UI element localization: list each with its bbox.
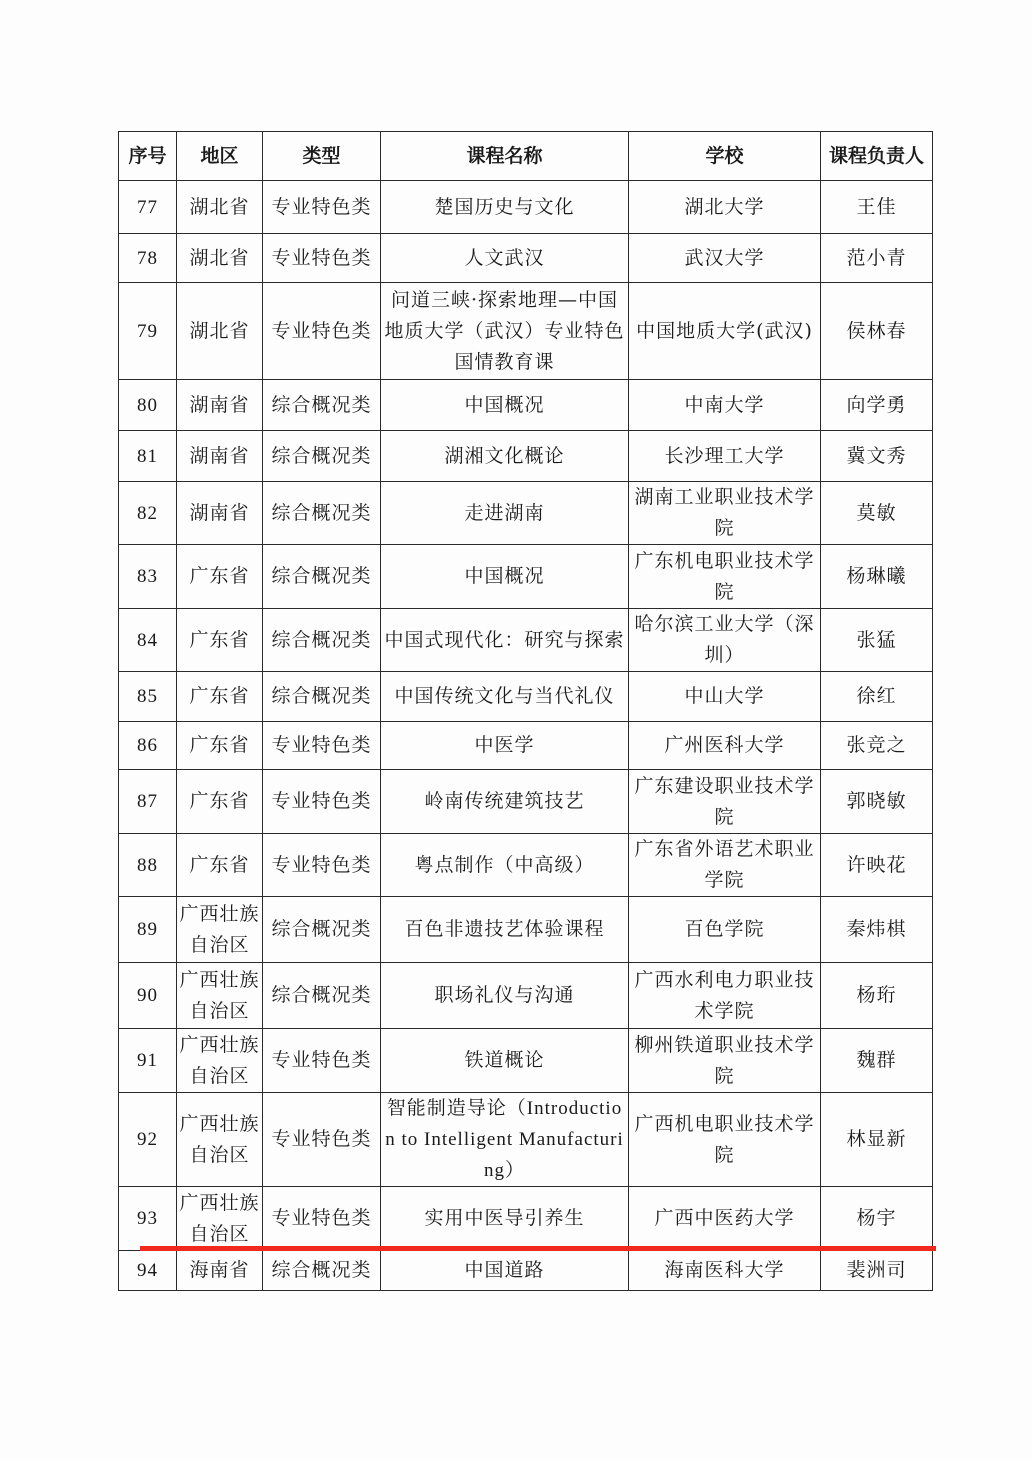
row-region: 湖南省 [177,380,263,431]
row-course-name: 智能制造导论（Introduction to Intelligent Manufacturing） [381,1093,629,1187]
row-school: 广西中医药大学 [629,1187,821,1251]
header-school: 学校 [629,132,821,181]
row-type: 专业特色类 [263,234,381,283]
row-course-lead: 杨琳曦 [821,545,933,609]
table-row [119,1251,933,1291]
course-list-table [118,131,933,1291]
table-header-row [119,132,933,181]
row-course-name: 铁道概论 [381,1029,629,1093]
row-course-lead: 裴洲司 [821,1251,933,1291]
row-index: 80 [119,380,177,431]
row-index: 83 [119,545,177,609]
table-row [119,722,933,770]
row-course-name: 实用中医导引养生 [381,1187,629,1251]
table-row [119,897,933,963]
row-type: 综合概况类 [263,431,381,482]
row-region: 湖北省 [177,181,263,234]
header-type: 类型 [263,132,381,181]
row-type: 综合概况类 [263,963,381,1029]
row-region: 广西壮族自治区 [177,897,263,963]
row-school: 中山大学 [629,672,821,722]
row-school: 湖南工业职业技术学院 [629,482,821,545]
row-type: 专业特色类 [263,1029,381,1093]
row-school: 广东省外语艺术职业学院 [629,834,821,897]
table-row [119,283,933,380]
row-course-name: 粤点制作（中高级） [381,834,629,897]
row-school: 柳州铁道职业技术学院 [629,1029,821,1093]
row-type: 专业特色类 [263,181,381,234]
row-index: 82 [119,482,177,545]
table-row [119,380,933,431]
row-region: 湖南省 [177,431,263,482]
row-region: 湖南省 [177,482,263,545]
row-index: 84 [119,609,177,672]
row-type: 综合概况类 [263,380,381,431]
row-course-name: 问道三峡·探索地理—中国地质大学（武汉）专业特色国情教育课 [381,283,629,380]
row-course-lead: 侯林春 [821,283,933,380]
header-region: 地区 [177,132,263,181]
row-school: 中国地质大学(武汉) [629,283,821,380]
row-course-name: 中医学 [381,722,629,770]
row-type: 专业特色类 [263,722,381,770]
row-course-lead: 王佳 [821,181,933,234]
row-school: 哈尔滨工业大学（深圳） [629,609,821,672]
row-index: 78 [119,234,177,283]
row-school: 武汉大学 [629,234,821,283]
row-course-name: 中国传统文化与当代礼仪 [381,672,629,722]
row-school: 广西机电职业技术学院 [629,1093,821,1187]
row-course-lead: 冀文秀 [821,431,933,482]
table-row [119,1029,933,1093]
row-course-name: 中国道路 [381,1251,629,1291]
row-course-name: 走进湖南 [381,482,629,545]
row-course-lead: 秦炜棋 [821,897,933,963]
row-course-name: 岭南传统建筑技艺 [381,770,629,834]
row-course-lead: 向学勇 [821,380,933,431]
row-region: 广东省 [177,770,263,834]
row-school: 广州医科大学 [629,722,821,770]
row-type: 专业特色类 [263,834,381,897]
table-row [119,963,933,1029]
row-course-lead: 魏群 [821,1029,933,1093]
row-course-lead: 杨宇 [821,1187,933,1251]
row-school: 长沙理工大学 [629,431,821,482]
row-type: 专业特色类 [263,770,381,834]
row-region: 广西壮族自治区 [177,1187,263,1251]
row-index: 94 [119,1251,177,1291]
row-course-lead: 张猛 [821,609,933,672]
row-type: 综合概况类 [263,482,381,545]
row-type: 专业特色类 [263,1093,381,1187]
table-row [119,482,933,545]
row-course-name: 职场礼仪与沟通 [381,963,629,1029]
row-course-name: 楚国历史与文化 [381,181,629,234]
row-type: 综合概况类 [263,1251,381,1291]
table-row [119,181,933,234]
table-row [119,609,933,672]
row-type: 综合概况类 [263,897,381,963]
row-index: 90 [119,963,177,1029]
table-row [119,431,933,482]
row-type: 综合概况类 [263,545,381,609]
red-underline-annotation [140,1246,936,1251]
row-school: 湖北大学 [629,181,821,234]
row-index: 77 [119,181,177,234]
row-course-lead: 徐红 [821,672,933,722]
row-school: 广西水利电力职业技术学院 [629,963,821,1029]
row-course-name: 百色非遗技艺体验课程 [381,897,629,963]
row-index: 88 [119,834,177,897]
row-region: 广东省 [177,672,263,722]
row-type: 专业特色类 [263,1187,381,1251]
row-type: 综合概况类 [263,609,381,672]
row-course-lead: 杨珩 [821,963,933,1029]
row-region: 广东省 [177,609,263,672]
row-region: 广西壮族自治区 [177,963,263,1029]
table-row [119,1093,933,1187]
row-course-name: 人文武汉 [381,234,629,283]
row-region: 广东省 [177,834,263,897]
row-course-lead: 范小青 [821,234,933,283]
row-index: 79 [119,283,177,380]
table-row [119,234,933,283]
header-course-name: 课程名称 [381,132,629,181]
table-row [119,545,933,609]
row-course-name: 中国式现代化：研究与探索 [381,609,629,672]
row-course-lead: 张竞之 [821,722,933,770]
header-index: 序号 [119,132,177,181]
row-course-lead: 林显新 [821,1093,933,1187]
row-course-name: 湖湘文化概论 [381,431,629,482]
row-school: 广东建设职业技术学院 [629,770,821,834]
row-region: 湖北省 [177,283,263,380]
row-type: 综合概况类 [263,672,381,722]
table-row [119,770,933,834]
row-index: 87 [119,770,177,834]
row-school: 百色学院 [629,897,821,963]
row-index: 93 [119,1187,177,1251]
row-school: 海南医科大学 [629,1251,821,1291]
row-school: 中南大学 [629,380,821,431]
row-region: 广西壮族自治区 [177,1093,263,1187]
row-region: 广东省 [177,545,263,609]
row-course-lead: 郭晓敏 [821,770,933,834]
row-index: 86 [119,722,177,770]
row-course-name: 中国概况 [381,545,629,609]
row-region: 湖北省 [177,234,263,283]
row-course-lead: 莫敏 [821,482,933,545]
table-row [119,1187,933,1251]
table-row [119,672,933,722]
table-row [119,834,933,897]
row-course-lead: 许映花 [821,834,933,897]
row-course-name: 中国概况 [381,380,629,431]
row-type: 专业特色类 [263,283,381,380]
row-school: 广东机电职业技术学院 [629,545,821,609]
row-region: 广东省 [177,722,263,770]
row-index: 85 [119,672,177,722]
row-region: 广西壮族自治区 [177,1029,263,1093]
header-course-lead: 课程负责人 [821,132,933,181]
row-index: 92 [119,1093,177,1187]
row-region: 海南省 [177,1251,263,1291]
row-index: 81 [119,431,177,482]
row-index: 89 [119,897,177,963]
row-index: 91 [119,1029,177,1093]
